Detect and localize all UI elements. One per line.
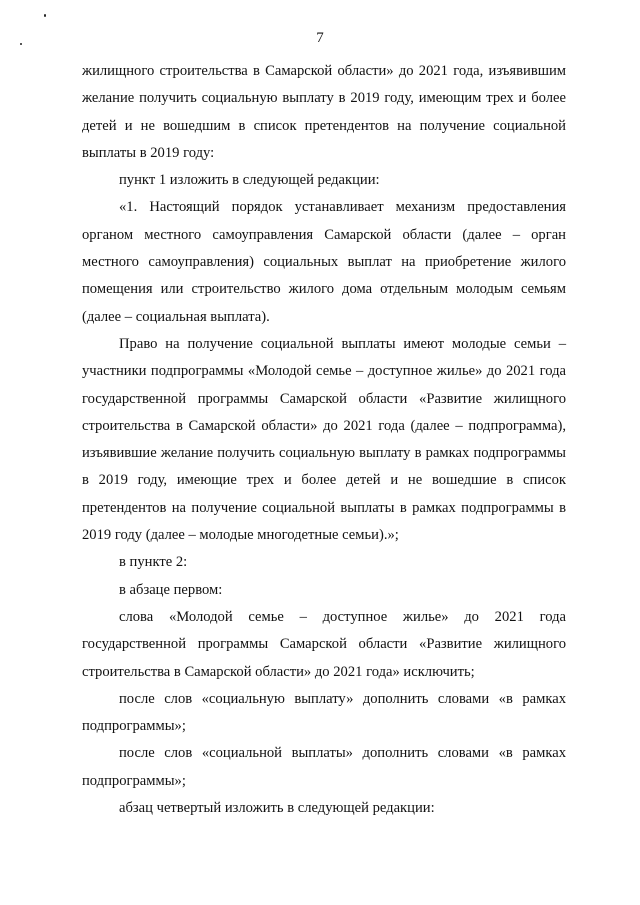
paragraph-amendment-1: после слов «социальную выплату» дополнить словами «в рамках подпрограммы»; bbox=[82, 690, 566, 735]
paragraph-item-2-intro: в пункте 2: bbox=[119, 554, 188, 571]
paragraph-continuation: жилищного строительства в Самарской области» до 2021 года, изъявившим желание получить социальную выплату в 2019 году, имеющим трех и более детей и не вошедшим в список претендентов на получение социальной выплаты в 2019 году: bbox=[82, 63, 566, 161]
document-body bbox=[82, 58, 566, 822]
paragraph-words-excluded: слова «Молодой семье – доступное жилье» до 2021 года государственной программы Самарской области «Развитие жилищного строительства в Самарской области» до 2021 года» исключить; bbox=[82, 608, 566, 680]
paragraph-item-1-intro: пункт 1 изложить в следующей редакции: bbox=[119, 172, 380, 189]
page-number: 7 bbox=[316, 30, 324, 46]
scan-speck bbox=[44, 14, 46, 17]
paragraph-fourth-subparagraph: абзац четвертый изложить в следующей редакции: bbox=[119, 800, 435, 817]
paragraph-item-1-text: «1. Настоящий порядок устанавливает механизм предоставления органом местного самоуправления Самарской области (далее – орган местного самоуправления) социальных выплат на приобретение жилого помещения или строительство жилого дома отдельным молодым семьям (далее – социальная выплата). bbox=[82, 199, 566, 325]
paragraph-first-subparagraph: в абзаце первом: bbox=[119, 581, 223, 598]
paragraph-amendment-2: после слов «социальной выплаты» дополнить словами «в рамках подпрограммы»; bbox=[82, 745, 566, 789]
paragraph-eligibility: Право на получение социальной выплаты имеют молодые семьи – участники подпрограммы «Молодой семье – доступное жилье» до 2021 года государственной программы Самарской области «Развитие жилищного строительства в Самарской области» до 2021 года (далее – подпрограмма), изъявившие желание получить социальную выплату в рамках подпрограммы в 2019 году, имеющие трех и более детей и не вошедшие в список претендентов на получение социальной выплаты в рамках подпрограммы в 2019 году (далее – молодые многодетные семьи).»; bbox=[82, 335, 566, 544]
